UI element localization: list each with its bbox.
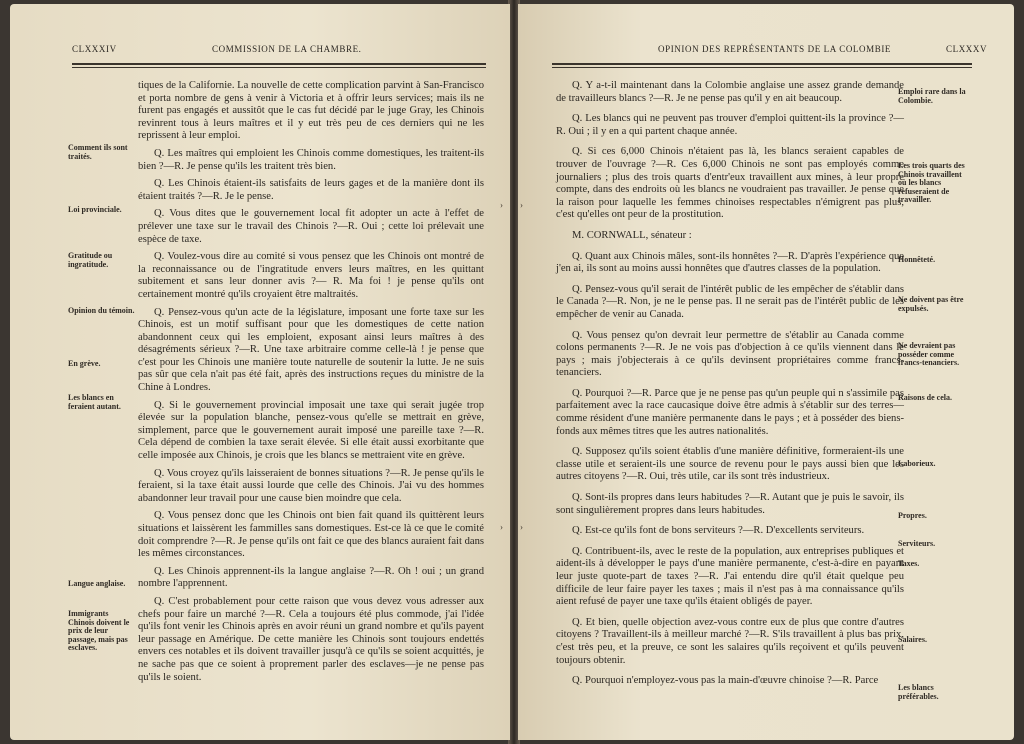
paragraph: Q. Pourquoi n'employez-vous pas la main-d'œuvre chinoise ?—R. Parce: [572, 675, 879, 687]
margin-note: Laborieux.: [898, 459, 936, 468]
margin-note: Comment ils sont traités.: [68, 143, 128, 161]
paragraph: Q. Les maîtres qui emploient les Chinois comme domestiques, les traitent-ils bien ?—R. Je pense qu'ils les traitent très bien.: [138, 147, 484, 172]
paragraph: Q. Y a-t-il maintenant dans la Colombie anglaise une assez grande demande de travailleurs blancs ?—R. Je ne pense pas qu'il y en ait beaucoup.: [556, 80, 904, 104]
paragraph: Q. Les Chinois étaient-ils satisfaits de leurs gages et de la manière dont ils étaient traités ?—R. Je le pense.: [138, 178, 484, 202]
paragraph: Q. Supposez qu'ils soient établis d'une manière définitive, formeraient-ils une classe utile et seraient-ils une source de revenu pour le pays aussi bien que les autres citoyens ?—R. Oui, très utile, car ils sont très industrieux.: [556, 446, 904, 483]
left-page: [10, 4, 510, 740]
margin-note: Serviteurs.: [898, 539, 936, 548]
paragraph: Q. Pensez-vous qu'un acte de la législature, imposant une forte taxe sur les Chinois, est un motif suffisant pour que les domestiques de cette nation abandonnent ceux qui les emploient, exposant ainsi leurs maîtres à des désagréments sérieux ?—R. Une taxe arbitraire comme celle-là ! je pense que c'est pour les Chinois une manière toute naturelle de soutenir la lutte. Je ne suis pas sûr que cela n'ait pas été fait, après des instructions reçues du ministre de la Chine à Londres.: [138, 306, 484, 394]
margin-note: Immigrants Chinois doivent le prix de leur passage, mais pas esclaves.: [68, 609, 130, 653]
paragraph: tiques de la Californie. La nouvelle de cette complication parvint à San-Francisco et porta nombre de gens à venir à Victoria et à offrir leurs services; mais ils ne furent pas engagés et aussitôt que le cas fut décidé par le juge Gray, les Chinois revinrent tous à leurs maîtres et il y eut très peu de ces derniers qui ne les reprissent à leur emploi.: [138, 80, 484, 142]
paragraph: Q. Vous pensez donc que les Chinois ont bien fait quand ils quittèrent leurs situations et laissèrent les fammilles sans domestiques. Est-ce là ce que le comité doit comprendre ?—R. Je pense qu'ils ont fait ce que des blancs auraient fait dans les mêmes circonstances.: [138, 510, 484, 560]
paragraph: Q. Si le gouvernement provincial imposait une taxe qui serait jugée trop élevée sur la population blanche, pensez-vous qu'elle se mettrait en grève, simplement, parce que le gouvernement aurait imposé une pareille taxe ?—R. Cela dépend de combien la taxe serait élevée. Si elle était aussi exorbitante que celle imposée aux Chinois, je crois que les blancs se mettraient vite en grève.: [138, 399, 484, 462]
right-running-head: OPINION DES REPRÉSENTANTS DE LA COLOMBIE: [658, 44, 892, 54]
margin-note: Les blancs préférables.: [898, 683, 939, 701]
tab-marker: ›: [520, 522, 523, 532]
margin-note: Langue anglaise.: [68, 579, 126, 588]
right-page: [518, 4, 1014, 740]
paragraph: Q. Les blancs qui ne peuvent pas trouver d'emploi quittent-ils la province ?—R. Oui ; il y en a qui partent chaque année.: [556, 113, 904, 137]
margin-note: Propres.: [898, 511, 927, 520]
margin-note: Emploi rare dans la Colombie.: [898, 87, 966, 105]
margin-note: Taxes.: [898, 559, 920, 568]
right-page-number: CLXXXV: [946, 44, 988, 54]
paragraph: Q. Si ces 6,000 Chinois n'étaient pas là, les blancs seraient capables de trouver de l'ouvrage ?—R. Ces 6,000 Chinois ne sont pas employés comme journaliers ; plus des trois quarts d'entr'eux travaillent aux mines, à leur propre compte, dans des endroits où les blancs ne voudraient pas travailler. Je pense que la raison pour laquelle les femmes chinoises respectables n'émigrent pas plus, c'est qu'elles ont peur de la prostitution.: [556, 146, 904, 221]
margin-note: Les trois quarts des Chinois travaillent où les blancs refuseraient de travailler.: [898, 161, 965, 205]
margin-note: Ne devraient pas posséder comme francs-tenanciers.: [898, 341, 960, 368]
paragraph: Q. Est-ce qu'ils font de bons serviteurs ?—R. D'excellents serviteurs.: [572, 525, 865, 537]
paragraph: Q. Vous dites que le gouvernement local fit adopter un acte à l'effet de prélever une taxe sur le travail des Chinois ?—R. Oui ; cette loi prélevait une espèce de taxe.: [138, 208, 484, 245]
right-header-rule-thin: [552, 67, 972, 68]
paragraph: Q. Et bien, quelle objection avez-vous contre eux de plus que contre d'autres citoyens ? Travaillent-ils à meilleur marché ?—R. S'ils travaillent à plus bas prix, c'est très peu, et la preuve, ce sont les salaires qu'ils reçoivent et qu'ils peuvent toujours obtenir.: [556, 616, 904, 666]
speaker-heading: M. CORNWALL, sénateur :: [572, 229, 692, 241]
tab-marker: ›: [500, 522, 503, 532]
margin-note: Ne doivent pas être expulsés.: [898, 295, 964, 313]
margin-note: Loi provinciale.: [68, 205, 122, 214]
left-header-rule-thin: [72, 67, 486, 68]
margin-note: Les blancs en feraient autant.: [68, 393, 121, 411]
tab-marker: ›: [500, 200, 503, 210]
paragraph: Q. Pensez-vous qu'il serait de l'intérêt public de les empêcher de s'établir dans le Canada ?—R. Non, je ne le pense pas. Il ne serait pas de l'intérêt public de les empêcher de venir au Canada.: [556, 283, 904, 320]
left-page-text: [138, 80, 484, 684]
margin-note: Opinion du témoin.: [68, 306, 135, 315]
right-header-rule: [552, 63, 972, 65]
margin-note: Salaires.: [898, 635, 927, 644]
margin-note: Honnêteté.: [898, 255, 936, 264]
margin-note: Raisons de cela.: [898, 393, 952, 402]
paragraph: Q. Pourquoi ?—R. Parce que je ne pense pas qu'un peuple qui n s'assimile pas parfaitement avec la race caucasique doive être admis à s'établir sur des terres—comme résident d'une manière permanente dans le pays ; et à posséder des biens-fonds aux mêmes titres que les autres nationalités.: [556, 387, 904, 437]
paragraph: Q. Sont-ils propres dans leurs habitudes ?—R. Autant que je puis le savoir, ils sont singulièrement propres dans leurs habitudes.: [556, 492, 904, 516]
paragraph: Q. Les Chinois apprennent-ils la langue anglaise ?—R. Oh ! oui ; un grand nombre l'apprennent.: [138, 565, 484, 590]
margin-note: En grève.: [68, 359, 101, 368]
right-page-text: [556, 80, 904, 688]
paragraph: Q. Voulez-vous dire au comité si vous pensez que les Chinois ont montré de la reconnaissance ou de l'ingratitude envers leurs maîtres, en les quittant subitement et sans leur donner avis ?— R. Ma foi ! je pense qu'ils ont certainement montré qu'ils croyaient être maltraités.: [138, 251, 484, 300]
tab-marker: ›: [520, 200, 523, 210]
left-header-rule: [72, 63, 486, 65]
paragraph: Q. Quant aux Chinois mâles, sont-ils honnêtes ?—R. D'après l'expérience que j'en ai, ils sont au moins aussi honnêtes que d'autres classes de la population.: [556, 250, 904, 275]
paragraph: Q. Contribuent-ils, avec le reste de la population, aux entreprises publiques et aident-ils à développer le pays d'une manière permanente, c'est-à-dire en payant leur juste quote-part de taxes ?—R. J'ai entendu dire qu'il était quelque peu difficile de leur faire payer les taxes ; mais il n'est pas à ma connaissance qu'ils aient refusé de payer une taxe qu'ils étaient obligés de payer.: [556, 545, 904, 608]
left-running-head: COMMISSION DE LA CHAMBRE.: [212, 44, 362, 54]
paragraph: Q. Vous croyez qu'ils laisseraient de bonnes situations ?—R. Je pense qu'ils le feraient, si la taxe était aussi lourde que celle des Chinois. J'ai vu des hommes abandonner leur travail pour une cause bien moindre que cela.: [138, 467, 485, 504]
paragraph: Q. C'est probablement pour cette raison que vous devez vous adresser aux chefs pour faire un marché ?—R. Cela a toujours été plus commode, j'ai l'idée qu'ils font venir les Chinois après en avoir réuni un grand nombre et qu'ils payent leur passage en Amérique. De cette manière les Chinois sont toujours endettés envers ces notables et ils doivent travailler jusqu'à ce qu'ils se soient acquittés, je ne sache pas que ce soient à proprement parler des esclaves—je ne pense pas qu'ils le soient.: [138, 595, 484, 683]
paragraph: Q. Vous pensez qu'on devrait leur permettre de s'établir au Canada comme colons permanents ?—R. Je ne vois pas d'objection à ce qu'ils viennent dans le pays ; mais j'objecterais à ce qu'ils devinsent propriétaires comme francs-tenanciers.: [556, 329, 904, 379]
margin-note: Gratitude ou ingratitude.: [68, 251, 113, 269]
left-page-number: CLXXXIV: [72, 44, 117, 54]
